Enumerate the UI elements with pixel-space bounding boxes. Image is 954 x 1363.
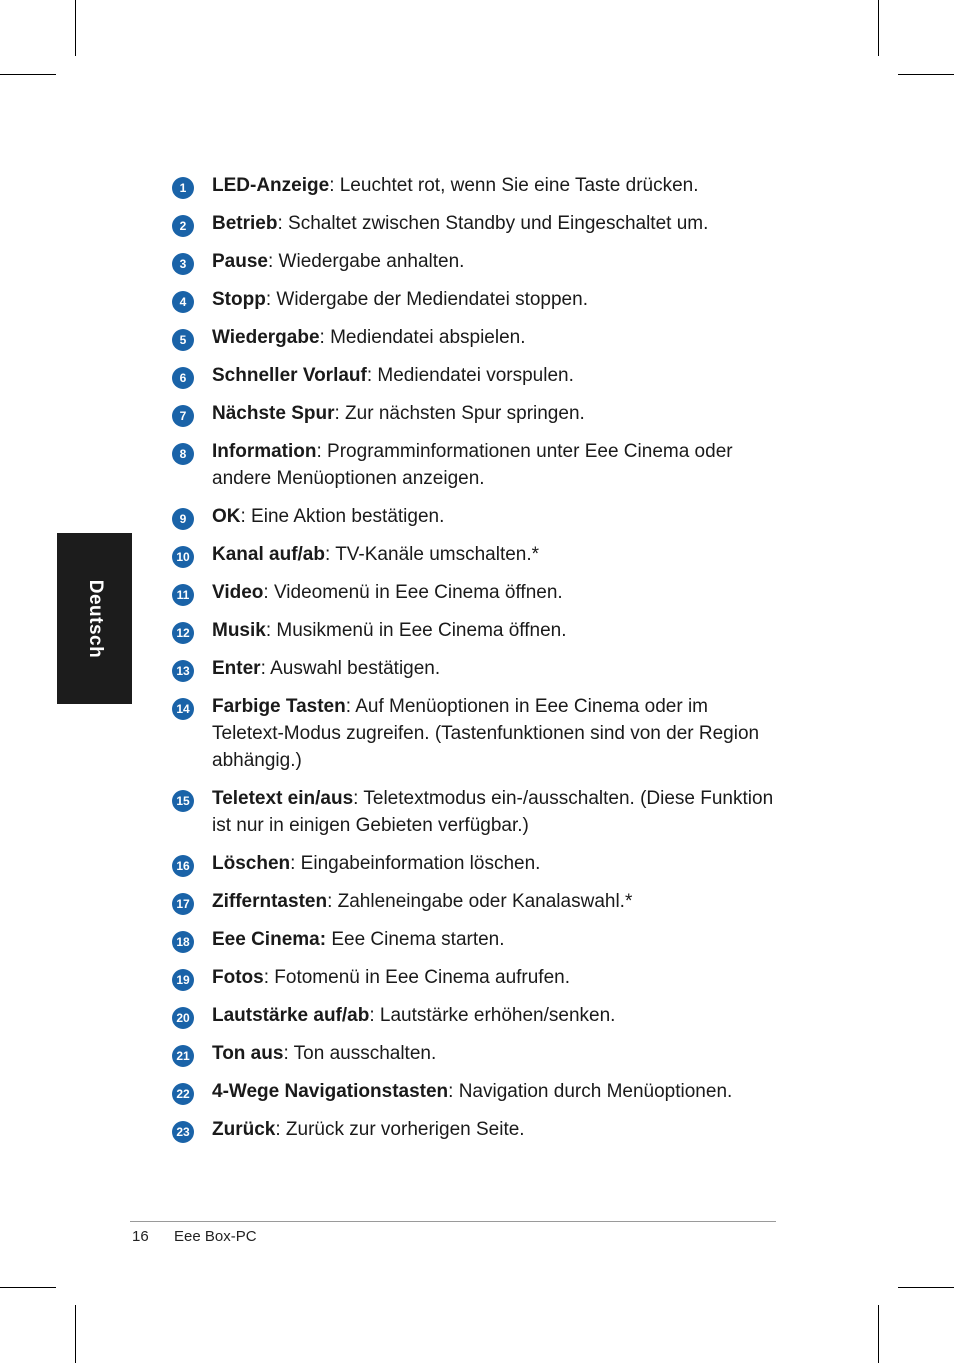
item-term: Lautstärke auf/ab bbox=[212, 1005, 370, 1026]
item-number-badge: 16 bbox=[172, 855, 194, 877]
item-text bbox=[212, 1040, 782, 1067]
item-description: : Programminformationen unter Eee Cinema oder andere Menüoptionen anzeigen. bbox=[212, 441, 733, 489]
item-number-badge: 20 bbox=[172, 1007, 194, 1029]
item-term: Eee Cinema: bbox=[212, 929, 327, 950]
item-description: : Musikmenü in Eee Cinema öffnen. bbox=[265, 620, 567, 641]
item-number-badge: 22 bbox=[172, 1083, 194, 1105]
item-description: : Eine Aktion bestätigen. bbox=[240, 506, 445, 527]
item-description: : Eingabeinformation löschen. bbox=[290, 853, 541, 874]
item-description: : Widergabe der Mediendatei stoppen. bbox=[265, 289, 588, 310]
item-term: Farbige Tasten bbox=[212, 696, 346, 717]
list-item bbox=[172, 503, 782, 530]
item-term: Stopp bbox=[212, 289, 266, 310]
list-item bbox=[172, 964, 782, 991]
list-item bbox=[172, 248, 782, 275]
item-text bbox=[212, 438, 782, 492]
item-text bbox=[212, 617, 782, 644]
list-item bbox=[172, 210, 782, 237]
item-term: Löschen bbox=[212, 853, 291, 874]
item-number-badge: 12 bbox=[172, 622, 194, 644]
item-description: : Auf Menüoptionen in Eee Cinema oder im Teletext-Modus zugreifen. (Tastenfunktionen sind von der Region abhängig.) bbox=[212, 696, 760, 771]
item-term: LED-Anzeige bbox=[212, 175, 330, 196]
item-description: : Navigation durch Menüoptionen. bbox=[448, 1081, 733, 1102]
list-item bbox=[172, 172, 782, 199]
list-item bbox=[172, 579, 782, 606]
item-description: Eee Cinema starten. bbox=[326, 929, 505, 950]
item-description: : Auswahl bestätigen. bbox=[260, 658, 441, 679]
list-item bbox=[172, 1116, 782, 1143]
list-item bbox=[172, 926, 782, 953]
item-number-badge: 5 bbox=[172, 329, 194, 351]
item-description: : Wiedergabe anhalten. bbox=[267, 251, 465, 272]
item-description: : Ton ausschalten. bbox=[283, 1043, 437, 1064]
crop-mark bbox=[898, 74, 954, 75]
item-term: Musik bbox=[212, 620, 266, 641]
list-item bbox=[172, 617, 782, 644]
item-number-badge: 1 bbox=[172, 177, 194, 199]
item-description: : Leuchtet rot, wenn Sie eine Taste drücken. bbox=[329, 175, 699, 196]
item-number-badge: 2 bbox=[172, 215, 194, 237]
item-term: Zurück bbox=[212, 1119, 276, 1140]
item-text bbox=[212, 1002, 782, 1029]
item-term: 4-Wege Navigationstasten bbox=[212, 1081, 449, 1102]
item-text bbox=[212, 579, 782, 606]
list-item bbox=[172, 400, 782, 427]
crop-mark bbox=[75, 1305, 76, 1363]
item-text bbox=[212, 693, 782, 774]
item-term: Fotos bbox=[212, 967, 264, 988]
item-description: : Mediendatei vorspulen. bbox=[366, 365, 574, 386]
item-description: : Videomenü in Eee Cinema öffnen. bbox=[263, 582, 563, 603]
item-number-badge: 4 bbox=[172, 291, 194, 313]
item-text bbox=[212, 655, 782, 682]
list-item bbox=[172, 541, 782, 568]
item-number-badge: 6 bbox=[172, 367, 194, 389]
crop-mark bbox=[878, 1305, 879, 1363]
page-footer bbox=[132, 1228, 257, 1245]
item-text bbox=[212, 964, 782, 991]
item-term: Schneller Vorlauf bbox=[212, 365, 367, 386]
item-text bbox=[212, 324, 782, 351]
list-item bbox=[172, 1040, 782, 1067]
item-text bbox=[212, 362, 782, 389]
item-description: : Mediendatei abspielen. bbox=[319, 327, 526, 348]
item-number-badge: 8 bbox=[172, 443, 194, 465]
item-number-badge: 17 bbox=[172, 893, 194, 915]
list-item bbox=[172, 286, 782, 313]
item-number-badge: 10 bbox=[172, 546, 194, 568]
item-term: Betrieb bbox=[212, 213, 278, 234]
item-number-badge: 11 bbox=[172, 584, 194, 606]
item-number-badge: 23 bbox=[172, 1121, 194, 1143]
list-item bbox=[172, 888, 782, 915]
list-item bbox=[172, 1002, 782, 1029]
list-item bbox=[172, 785, 782, 839]
item-text bbox=[212, 172, 782, 199]
item-number-badge: 13 bbox=[172, 660, 194, 682]
list-item bbox=[172, 362, 782, 389]
item-text bbox=[212, 400, 782, 427]
remote-key-list bbox=[172, 172, 782, 1154]
crop-mark bbox=[898, 1287, 954, 1288]
item-term: Wiedergabe bbox=[212, 327, 320, 348]
crop-mark bbox=[0, 74, 56, 75]
list-item bbox=[172, 324, 782, 351]
item-term: Information bbox=[212, 441, 317, 462]
item-term: OK bbox=[212, 506, 241, 527]
language-side-tab bbox=[57, 533, 132, 704]
item-term: Teletext ein/aus bbox=[212, 788, 354, 809]
footer-divider bbox=[130, 1221, 776, 1222]
item-term: Kanal auf/ab bbox=[212, 544, 325, 565]
item-number-badge: 21 bbox=[172, 1045, 194, 1067]
product-name: Eee Box-PC bbox=[174, 1228, 257, 1245]
item-text bbox=[212, 286, 782, 313]
item-number-badge: 19 bbox=[172, 969, 194, 991]
item-text bbox=[212, 541, 782, 568]
item-text bbox=[212, 210, 782, 237]
item-term: Ton aus bbox=[212, 1043, 284, 1064]
item-description: : Lautstärke erhöhen/senken. bbox=[369, 1005, 616, 1026]
item-text bbox=[212, 1116, 782, 1143]
item-text bbox=[212, 248, 782, 275]
crop-mark bbox=[878, 0, 879, 56]
item-description: : Teletextmodus ein-/ausschalten. (Diese Funktion ist nur in einigen Gebieten verfügbar.) bbox=[212, 788, 774, 836]
item-term: Nächste Spur bbox=[212, 403, 335, 424]
item-description: : Zurück zur vorherigen Seite. bbox=[275, 1119, 525, 1140]
item-description: : Schaltet zwischen Standby und Eingeschaltet um. bbox=[277, 213, 709, 234]
item-number-badge: 7 bbox=[172, 405, 194, 427]
item-description: : Zur nächsten Spur springen. bbox=[334, 403, 585, 424]
item-term: Enter bbox=[212, 658, 261, 679]
item-number-badge: 18 bbox=[172, 931, 194, 953]
item-number-badge: 9 bbox=[172, 508, 194, 530]
item-description: : TV-Kanäle umschalten.* bbox=[324, 544, 540, 565]
item-text bbox=[212, 1078, 782, 1105]
item-number-badge: 3 bbox=[172, 253, 194, 275]
item-text bbox=[212, 926, 782, 953]
crop-mark bbox=[0, 1287, 56, 1288]
item-description: : Fotomenü in Eee Cinema aufrufen. bbox=[263, 967, 571, 988]
list-item bbox=[172, 850, 782, 877]
item-number-badge: 15 bbox=[172, 790, 194, 812]
list-item bbox=[172, 438, 782, 492]
list-item bbox=[172, 693, 782, 774]
item-term: Pause bbox=[212, 251, 268, 272]
item-number-badge: 14 bbox=[172, 698, 194, 720]
list-item bbox=[172, 655, 782, 682]
crop-mark bbox=[75, 0, 76, 56]
item-text bbox=[212, 888, 782, 915]
item-term: Video bbox=[212, 582, 264, 603]
page-number: 16 bbox=[132, 1228, 149, 1245]
language-tab-label: Deutsch bbox=[84, 579, 106, 658]
item-text bbox=[212, 503, 782, 530]
item-description: : Zahleneingabe oder Kanalaswahl.* bbox=[327, 891, 633, 912]
item-term: Zifferntasten bbox=[212, 891, 328, 912]
list-item bbox=[172, 1078, 782, 1105]
item-text bbox=[212, 785, 782, 839]
item-text bbox=[212, 850, 782, 877]
